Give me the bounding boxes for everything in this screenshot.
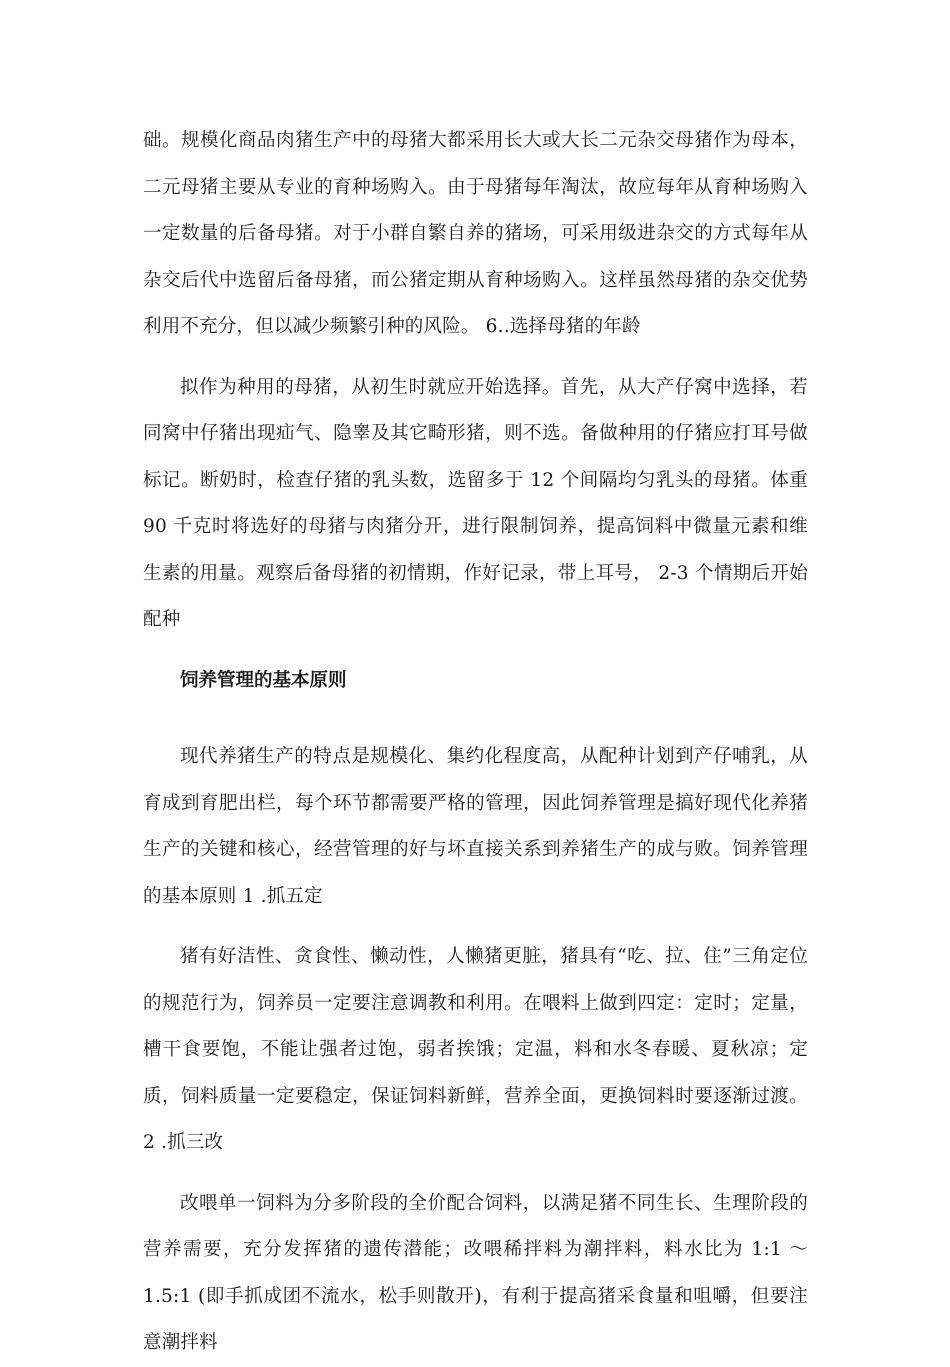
document-page <box>143 118 808 1367</box>
paragraph-sow-selection: 拟作为种用的母猪，从初生时就应开始选择。首先，从大产仔窝中选择，若同窝中仔猪出现疝气、隐睾及其它畸形猪，则不选。备做种用的仔猪应打耳号做标记。断奶时，检查仔猪的乳头数，选留多于 12 个间隔均匀乳头的母猪。体重 90 千克时将选好的母猪与肉猪分开，进行限制饲养，提高饲料中微量元素和维生素的用量。观察后备母猪的初情期，作好记录，带上耳号， 2-3 个情期后开始配种 <box>143 376 808 630</box>
paragraph-three-changes: 改喂单一饲料为分多阶段的全价配合饲料，以满足猪不同生长、生理阶段的营养需要，充分发挥猪的遗传潜能；改喂稀拌料为潮拌料，料水比为 1:1 ～ 1.5:1 (即手抓成团不流水，松手则散开)，有利于提高猪采食量和咀嚼，但要注意潮拌料 <box>143 1192 808 1353</box>
paragraph-sow-sourcing: 础。规模化商品肉猪生产中的母猪大都采用长大或大长二元杂交母猪作为母本，二元母猪主要从专业的育种场购入。由于母猪每年淘汰，故应每年从育种场购入一定数量的后备母猪。对于小群自繁自养的猪场，可采用级进杂交的方式每年从杂交后代中选留后备母猪，而公猪定期从育种场购入。这样虽然母猪的杂交优势利用不充分，但以减少频繁引种的风险。 6..选择母猪的年龄 <box>143 130 808 337</box>
section-heading: 饲养管理的基本原则 <box>180 669 347 691</box>
paragraph-management-intro: 现代养猪生产的特点是规模化、集约化程度高，从配种计划到产仔哺乳，从育成到育肥出栏，每个环节都需要严格的管理，因此饲养管理是搞好现代化养猪生产的关键和核心，经营管理的好与坏直接关系到养猪生产的成与败。饲养管理的基本原则 1 .抓五定 <box>143 746 808 907</box>
paragraph-five-fixed: 猪有好洁性、贪食性、懒动性，人懒猪更脏，猪具有“吃、拉、住”三角定位的规范行为，饲养员一定要注意调教和利用。在喂料上做到四定：定时；定量，槽干食要饱，不能让强者过饱，弱者挨饿；定温，料和水冬春暖、夏秋凉；定质，饲料质量一定要稳定，保证饲料新鲜，营养全面，更换饲料时要逐渐过渡。 2 .抓三改 <box>143 946 808 1153</box>
